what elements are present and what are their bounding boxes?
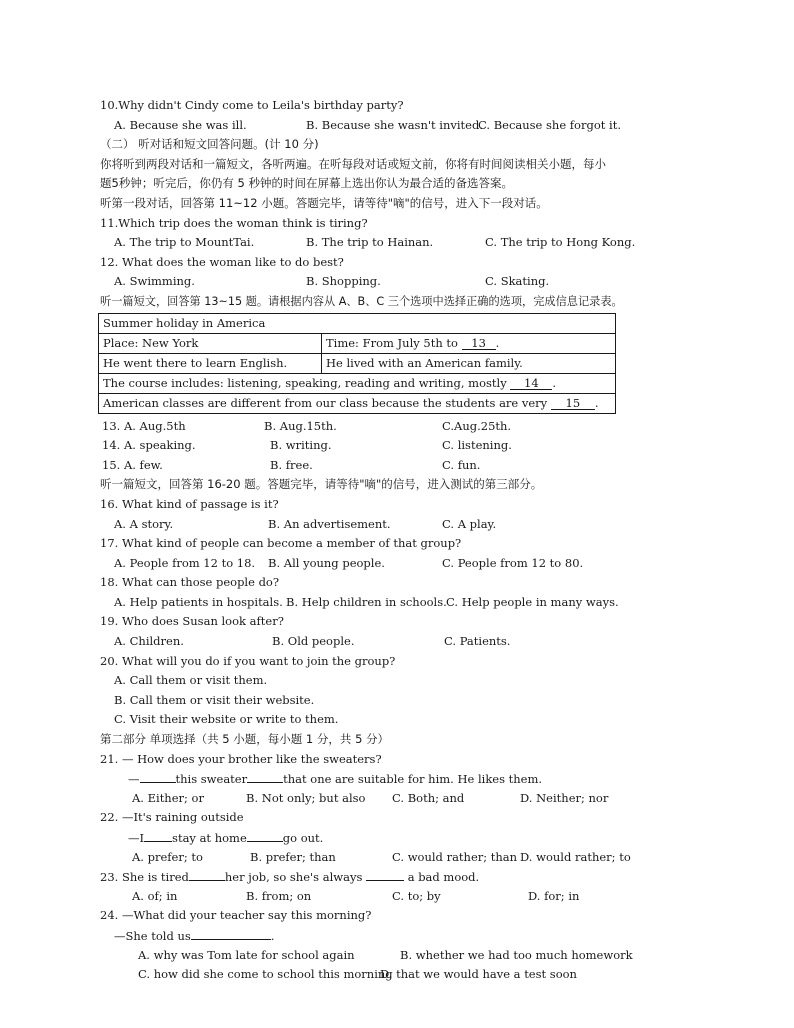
q18-options (100, 593, 690, 613)
q23-stem-c: a bad mood. (407, 870, 480, 885)
q10-options (100, 116, 690, 136)
q14-option-b: B. writing. (270, 438, 332, 453)
q20-option-c: C. Visit their website or write to them. (114, 712, 339, 727)
q22-option-d: D. would rather; to (520, 849, 631, 864)
q22-options (100, 848, 690, 868)
q21-blank-1 (140, 769, 176, 783)
q11-option-b: B. The trip to Hainan. (306, 235, 434, 250)
q15-option-a: 15. A. few. (102, 457, 163, 472)
record-table (98, 313, 616, 414)
q13-option-b: B. Aug.15th. (264, 418, 337, 433)
q24-blank (191, 926, 271, 940)
q13-option-a: 13. A. Aug.5th (102, 418, 186, 433)
record-time: Time: From July 5th to 13 . (322, 333, 616, 353)
record-purpose: He went there to learn English. (99, 353, 322, 373)
q14-option-a: 14. A. speaking. (102, 438, 196, 453)
q22-option-a: A. prefer; to (132, 849, 203, 864)
passage-intro: 听一篇短文，回答第 16-20 题。答题完毕，请等待"嘀"的信号，进入测试的第三部分。 (100, 477, 543, 492)
q12-options (100, 272, 690, 292)
q17-stem: 17. What kind of people can become a member of that group? (100, 536, 462, 551)
q18-option-b: B. Help children in schools. (286, 594, 447, 609)
q23-option-a: A. of; in (132, 888, 178, 903)
q19-stem: 19. Who does Susan look after? (100, 614, 284, 629)
q21-option-b: B. Not only; but also (246, 790, 366, 805)
q21-response-end: that one are suitable for him. He likes them. (283, 772, 543, 787)
q13-option-c: C.Aug.25th. (442, 418, 512, 433)
q18-option-c: C. Help people in many ways. (446, 594, 619, 609)
blank-14: 14 (510, 376, 552, 390)
q24-stem: 24. —What did your teacher say this morning? (100, 908, 372, 923)
q11-options (100, 233, 690, 253)
exam-page (100, 96, 690, 985)
q23-option-d: D. for; in (528, 888, 580, 903)
q14-option-c: C. listening. (442, 438, 512, 453)
blank-15: 15 (551, 396, 595, 410)
record-table-title: Summer holiday in America (99, 313, 616, 333)
record-course: The course includes: listening, speaking, reading and writing, mostly 14 . (99, 373, 616, 393)
section2-intro-line1: 你将听到两段对话和一篇短文，各听两遍。在听每段对话或短文前，你将有时间阅读相关小题，每小 (100, 156, 606, 171)
q14-options (100, 436, 690, 456)
q23-options (100, 887, 690, 907)
q22-response-c: go out. (282, 831, 324, 845)
record-classes-label: American classes are different from our class because the students are very (103, 396, 548, 411)
q24-options-row1 (100, 946, 690, 966)
q22-stem: 22. —It's raining outside (100, 810, 244, 825)
q18-stem: 18. What can those people do? (100, 575, 280, 590)
q16-option-c: C. A play. (442, 516, 497, 531)
q21-response: — this sweater that one are suitable for him. He likes them. (100, 769, 690, 789)
q19-options (100, 632, 690, 652)
q16-stem: 16. What kind of passage is it? (100, 496, 279, 511)
record-classes: American classes are different from our class because the students are very 15 . (99, 393, 616, 413)
record-place: Place: New York (99, 333, 322, 353)
q22-option-b: B. prefer; than (250, 849, 336, 864)
record-lived: He lived with an American family. (322, 353, 616, 373)
q24-option-c: C. how did she come to school this morning (138, 967, 393, 982)
q20-option-b: B. Call them or visit their website. (114, 692, 315, 707)
q24-response: —She told us . (100, 926, 690, 946)
q17-option-b: B. All young people. (268, 555, 385, 570)
blank-13: 13 (462, 336, 496, 350)
q12-option-a: A. Swimming. (114, 274, 195, 289)
section2-intro-line2: 题5秒钟；听完后，你仍有 5 秒钟的时间在屏幕上选出你认为最合适的备选答案。 (100, 176, 513, 191)
q23-stem-a: 23. She is tired (100, 870, 189, 885)
q19-option-c: C. Patients. (444, 634, 511, 649)
q16-option-a: A. A story. (114, 516, 174, 531)
q20-option-a: A. Call them or visit them. (114, 673, 268, 688)
q21-blank-2 (247, 769, 283, 783)
q23-option-b: B. from; on (246, 888, 312, 903)
q22-blank-2 (247, 828, 283, 842)
record-time-label: Time: From July 5th to (326, 336, 458, 351)
q21-option-d: D. Neither; nor (520, 790, 609, 805)
q21-stem: 21. — How does your brother like the sweaters? (100, 751, 382, 766)
section2-heading: （二） 听对话和短文回答问题。(计 10 分) (100, 137, 319, 152)
q21-option-c: C. Both; and (392, 790, 465, 805)
q16-option-b: B. An advertisement. (268, 516, 391, 531)
section2-intro-line3: 听第一段对话，回答第 11~12 小题。答题完毕，请等待"嘀"的信号，进入下一段对话。 (100, 195, 548, 210)
q21-option-a: A. Either; or (132, 790, 204, 805)
q24-options-row2 (100, 965, 690, 985)
q18-option-a: A. Help patients in hospitals. (114, 594, 283, 609)
q10-option-c: C. Because she forgot it. (478, 117, 621, 132)
q11-option-c: C. The trip to Hong Kong. (485, 235, 636, 250)
q21-options (100, 789, 690, 809)
q15-option-c: C. fun. (442, 457, 481, 472)
q24-option-a: A. why was Tom late for school again (138, 947, 355, 962)
dialog2-intro: 听一篇短文，回答第 13~15 题。请根据内容从 A、B、C 三个选项中选择正确的选项，完成信息记录表。 (100, 294, 623, 308)
record-course-label: The course includes: listening, speaking, reading and writing, mostly (103, 376, 507, 391)
q15-options (100, 456, 690, 476)
q10-option-b: B. Because she wasn't invited. (306, 117, 484, 132)
q24-option-d: D. that we would have a test soon (380, 967, 577, 982)
q24-option-b: B. whether we had too much homework (400, 947, 633, 962)
q23-stem-b: her job, so she's always (224, 870, 363, 885)
q17-options (100, 554, 690, 574)
q22-option-c: C. would rather; than (392, 849, 518, 864)
q17-option-c: C. People from 12 to 80. (442, 555, 584, 570)
q10-option-a: A. Because she was ill. (114, 117, 247, 132)
q19-option-b: B. Old people. (272, 634, 355, 649)
q23-blank-1 (189, 867, 225, 881)
q12-option-c: C. Skating. (485, 274, 550, 289)
q23-blank-2 (366, 867, 404, 881)
q10-stem: 10.Why didn't Cindy come to Leila's birthday party? (100, 98, 404, 112)
q22-response-a: —I (128, 831, 145, 845)
q16-options (100, 515, 690, 535)
q11-stem: 11.Which trip does the woman think is tiring? (100, 215, 368, 230)
q22-response-b: stay at home (172, 831, 247, 845)
q19-option-a: A. Children. (114, 634, 184, 649)
q21-response-mid: this sweater (175, 772, 248, 787)
q23-stem (100, 867, 690, 887)
part2-heading: 第二部分 单项选择（共 5 小题，每小题 1 分，共 5 分） (100, 732, 390, 747)
q12-stem: 12. What does the woman like to do best? (100, 254, 344, 269)
q13-options (100, 417, 690, 437)
q24-response-text: —She told us (114, 928, 191, 943)
q17-option-a: A. People from 12 to 18. (114, 555, 256, 570)
q15-option-b: B. free. (270, 457, 313, 472)
q23-option-c: C. to; by (392, 888, 441, 903)
q12-option-b: B. Shopping. (306, 274, 381, 289)
q22-response (100, 828, 690, 848)
q20-stem: 20. What will you do if you want to join the group? (100, 653, 396, 668)
q11-option-a: A. The trip to MountTai. (114, 235, 255, 250)
q22-blank-1 (144, 828, 172, 842)
